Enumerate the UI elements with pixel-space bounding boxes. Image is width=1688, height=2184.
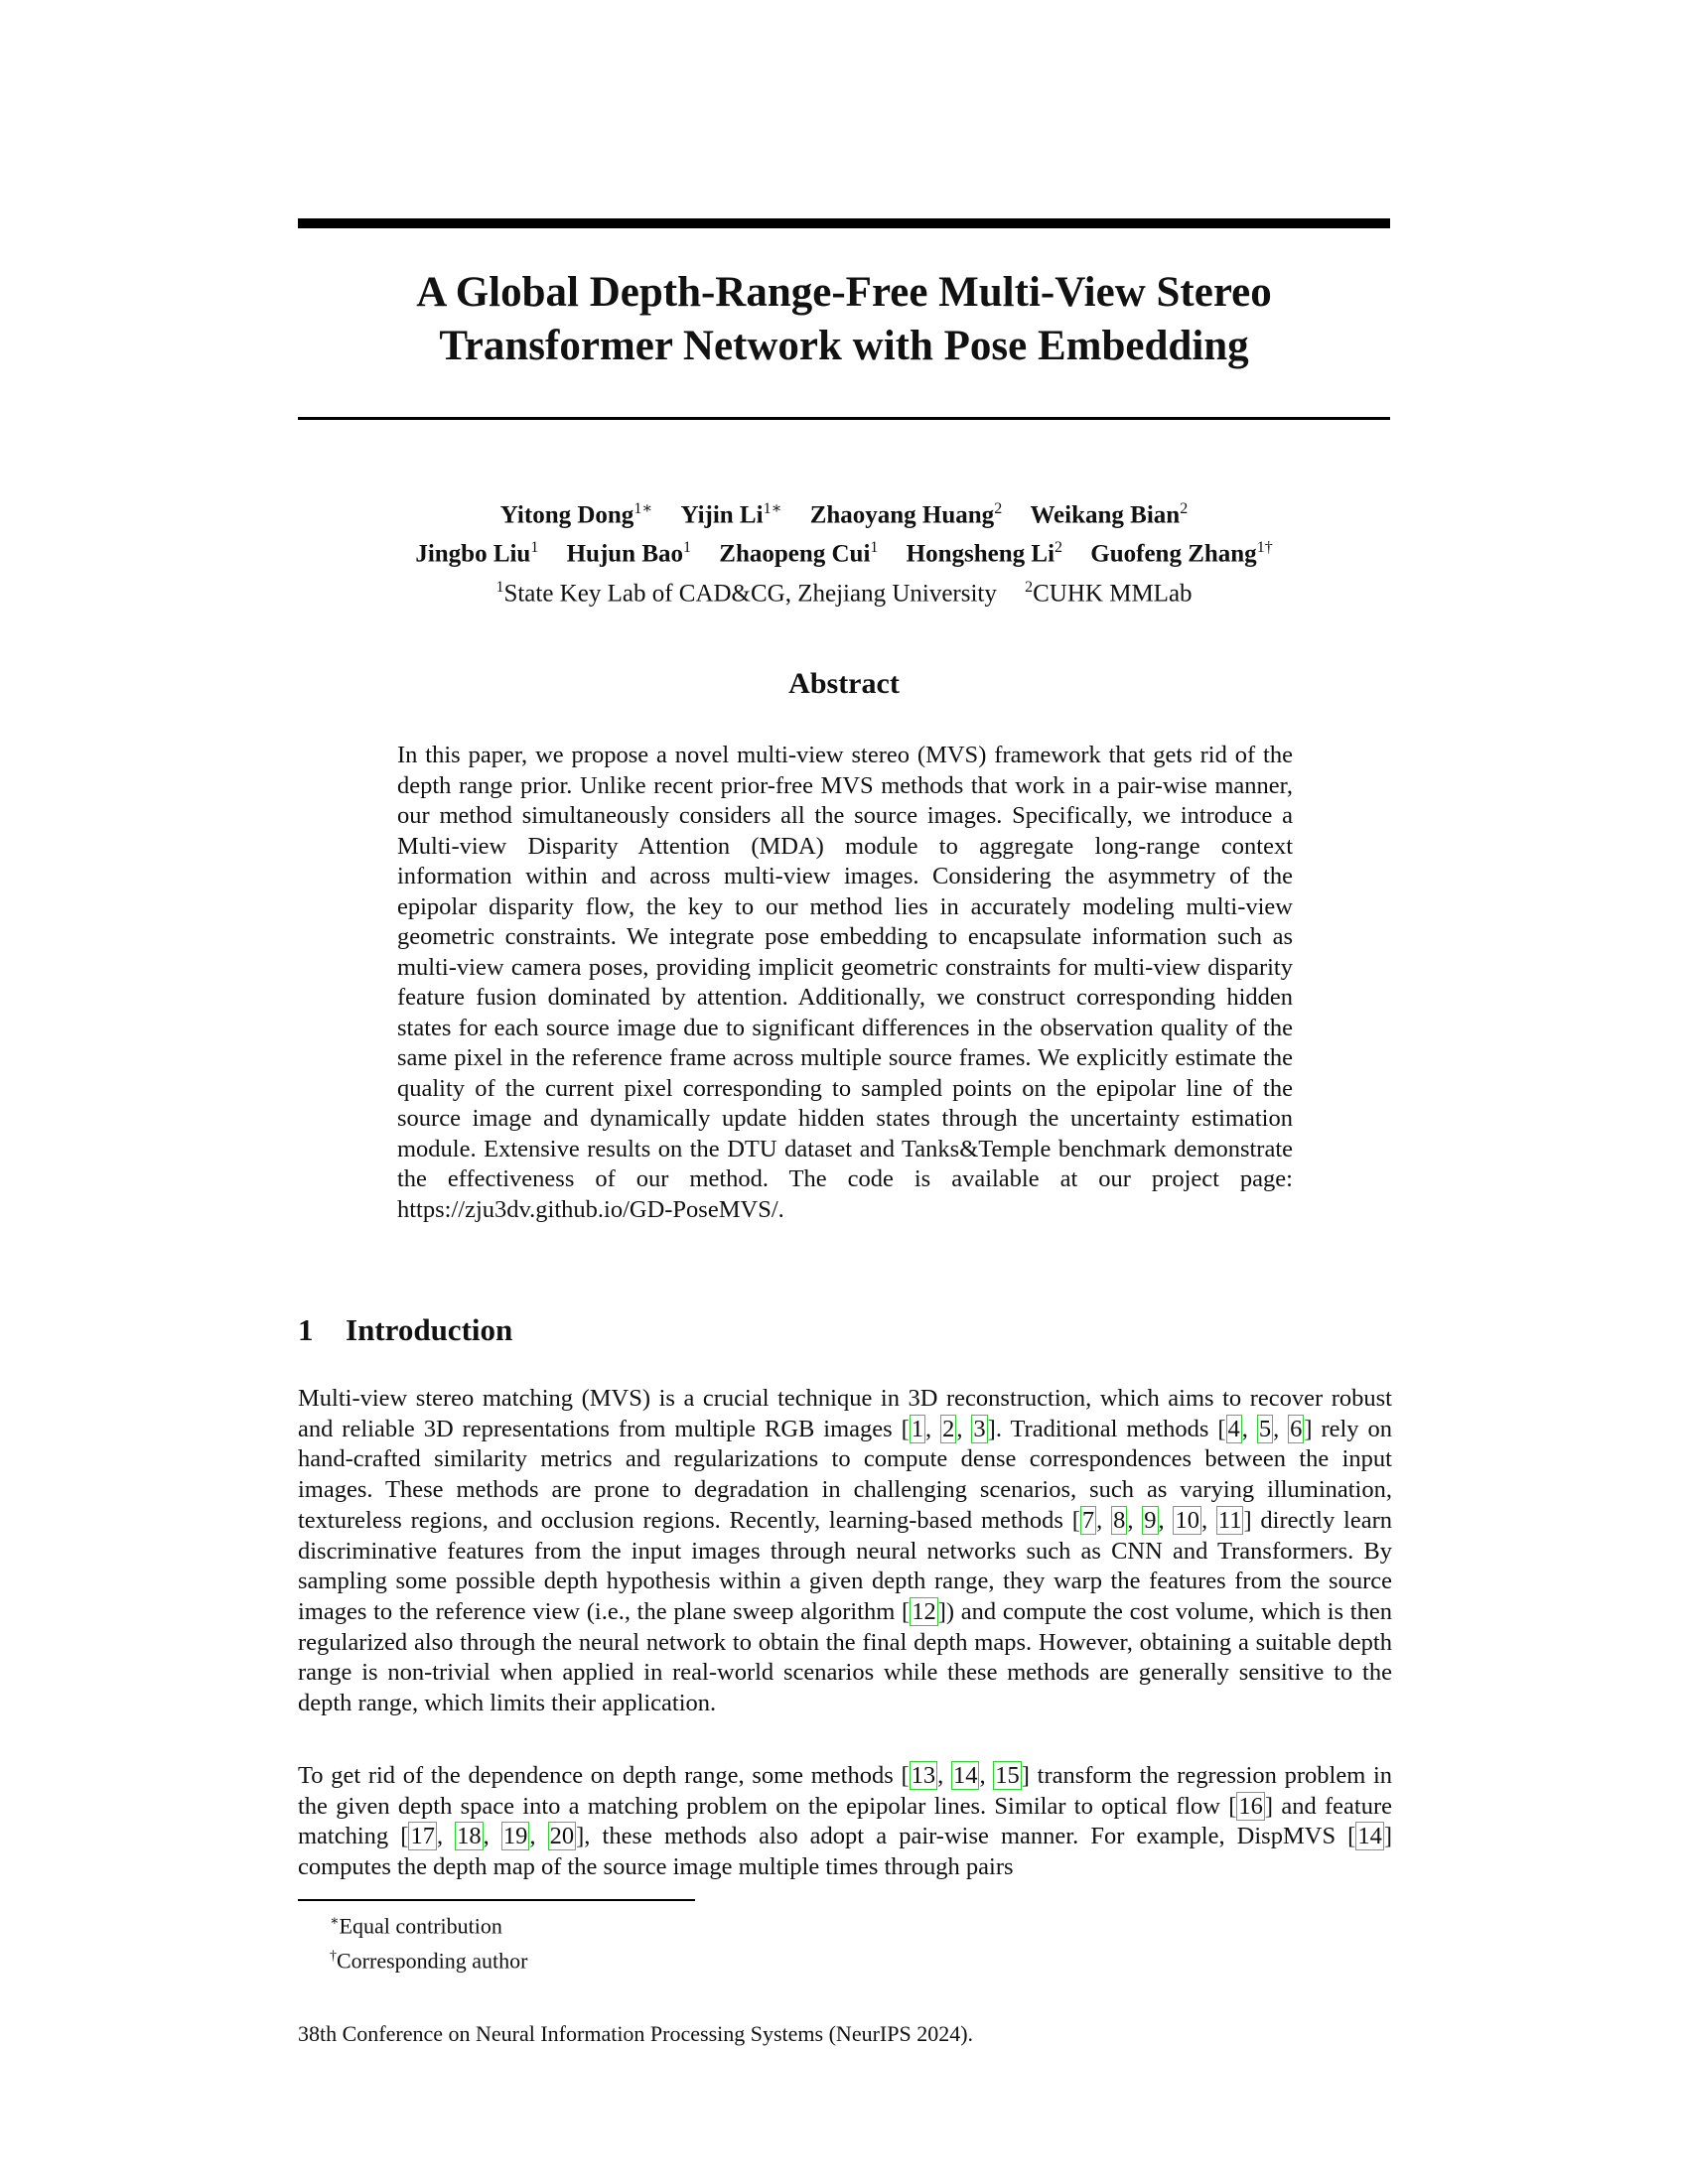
citation-link[interactable]: 19: [502, 1823, 528, 1850]
author-name: Jingbo Liu: [415, 540, 531, 568]
footnotes: [330, 1906, 527, 1977]
section-number: 1: [298, 1312, 314, 1347]
author-row-1: [298, 492, 1390, 531]
author-mark: 2: [994, 500, 1003, 517]
footnote-2: †Corresponding author: [330, 1948, 528, 1974]
citation-link[interactable]: 4: [1227, 1415, 1240, 1442]
citation-link[interactable]: 1: [911, 1415, 924, 1442]
citation-link[interactable]: 8: [1113, 1506, 1126, 1534]
citation-link[interactable]: 18: [457, 1823, 482, 1850]
venue-footer: 38th Conference on Neural Information Processing Systems (NeurIPS 2024).: [298, 2021, 974, 2046]
intro-paragraph-2: To get rid of the dependence on depth range, some methods [13, 14, 15] transform the regression problem in the given depth space into a matching problem on the epipolar lines. Similar to optical flow [16] and feature matching [17, 18, 19, 20], these methods also adopt a pair-wise manner. For example, DispMVS [14] computes the depth map of the source image multiple times through pairs: [298, 1762, 1393, 1881]
affiliation-1: State Key Lab of CAD&CG, Zhejiang University: [503, 579, 997, 607]
author-name: Yitong Dong: [499, 501, 634, 529]
citation-link[interactable]: 14: [952, 1762, 978, 1789]
citation-link[interactable]: 3: [973, 1415, 986, 1442]
author-mark: 1∗: [633, 500, 653, 517]
author-name: Yijin Li: [680, 501, 764, 529]
author-mark: 1: [683, 539, 692, 557]
citation-link[interactable]: 16: [1238, 1792, 1263, 1820]
title-bottom-rule: [298, 417, 1390, 420]
author-mark: 2: [1180, 500, 1189, 517]
author-name: Zhaoyang Huang: [809, 501, 995, 529]
citation-link[interactable]: 15: [995, 1762, 1020, 1789]
author-mark: 1∗: [763, 500, 782, 517]
author-name: Hongsheng Li: [906, 540, 1055, 568]
citation-link[interactable]: 9: [1144, 1506, 1157, 1534]
citation-link[interactable]: 20: [549, 1823, 575, 1850]
section-heading: [298, 1312, 512, 1348]
author-mark: 1: [870, 539, 879, 557]
section-title: Introduction: [346, 1312, 513, 1347]
citation-link[interactable]: 7: [1081, 1506, 1095, 1534]
title-line-2: Transformer Network with Pose Embedding: [439, 323, 1249, 369]
paper-title: [298, 266, 1390, 373]
author-name: Zhaopeng Cui: [719, 540, 871, 568]
affiliations: [298, 571, 1390, 610]
citation-link[interactable]: 6: [1290, 1415, 1303, 1442]
citation-link[interactable]: 11: [1217, 1506, 1242, 1534]
affiliation-mark: 1: [495, 578, 504, 596]
author-name: Guofeng Zhang: [1090, 540, 1257, 568]
author-block: [298, 492, 1390, 610]
citation-link[interactable]: 10: [1175, 1506, 1199, 1534]
abstract-heading: Abstract: [788, 667, 900, 700]
citation-link[interactable]: 5: [1258, 1415, 1272, 1442]
affiliation-2: CUHK MMLab: [1033, 579, 1193, 607]
author-mark: 1: [530, 539, 539, 557]
citation-link[interactable]: 17: [410, 1823, 435, 1850]
citation-link[interactable]: 13: [911, 1762, 936, 1789]
title-line-1: A Global Depth-Range-Free Multi-View Stereo: [416, 269, 1272, 316]
author-name: Hujun Bao: [566, 540, 684, 568]
footnote-1: ∗Equal contribution: [330, 1913, 502, 1939]
affiliation-mark: 2: [1025, 578, 1034, 596]
intro-paragraph-1: Multi-view stereo matching (MVS) is a crucial technique in 3D reconstruction, which aims to recover robust and reliable 3D representations from multiple RGB images [1, 2, 3]. Traditional methods [4, 5, 6] rely on hand-crafted similarity metrics and regularizations to compute dense correspondences between the input images. These methods are prone to degradation in challenging scenarios, such as varying illumination, textureless regions, and occlusion regions. Recently, learning-based methods [7, 8, 9, 10, 11] directly learn discriminative features from the input images through neural networks such as CNN and Transformers. By sampling some possible depth hypothesis within a given depth range, they warp the features from the source images to the reference view (i.e., the plane sweep algorithm [12]) and compute the cost volume, which is then regularized also through the neural network to obtain the final depth maps. However, obtaining a suitable depth range is non-trivial when applied in real-world scenarios while these methods are generally sensitive to the depth range, which limits their application.: [298, 1385, 1392, 1717]
citation-link[interactable]: 12: [912, 1597, 936, 1625]
abstract-text: In this paper, we propose a novel multi-view stereo (MVS) framework that gets rid of the depth range prior. Unlike recent prior-free MVS methods that work in a pair-wise manner, our method simultaneously considers all the source images. Specifically, we introduce a Multi-view Disparity Attention (MDA) module to aggregate long-range context information within and across multi-view images. Considering the asymmetry of the epipolar disparity flow, the key to our method lies in accurately modeling multi-view geometric constraints. We integrate pose embedding to encapsulate information such as multi-view camera poses, providing implicit geometric constraints for multi-view disparity feature fusion dominated by attention. Additionally, we construct corresponding hidden states for each source image due to significant differences in the observation quality of the same pixel in the reference frame across multiple source frames. We explicitly estimate the quality of the current pixel corresponding to sampled points on the epipolar line of the source image and dynamically update hidden states through the uncertainty estimation module. Extensive results on the DTU dataset and Tanks&Temple benchmark demonstrate the effectiveness of our method. The code is available at our project page: https://zju3dv.github.io/GD-PoseMVS/.: [397, 742, 1293, 1223]
footnote-rule: [298, 1899, 695, 1901]
citation-link[interactable]: 2: [942, 1415, 955, 1442]
author-row-2: [298, 531, 1390, 570]
author-mark: 1†: [1256, 539, 1273, 557]
author-mark: 2: [1055, 539, 1063, 557]
author-name: Weikang Bian: [1030, 501, 1181, 529]
title-top-rule: [298, 218, 1390, 228]
citation-link[interactable]: 14: [1357, 1823, 1382, 1850]
